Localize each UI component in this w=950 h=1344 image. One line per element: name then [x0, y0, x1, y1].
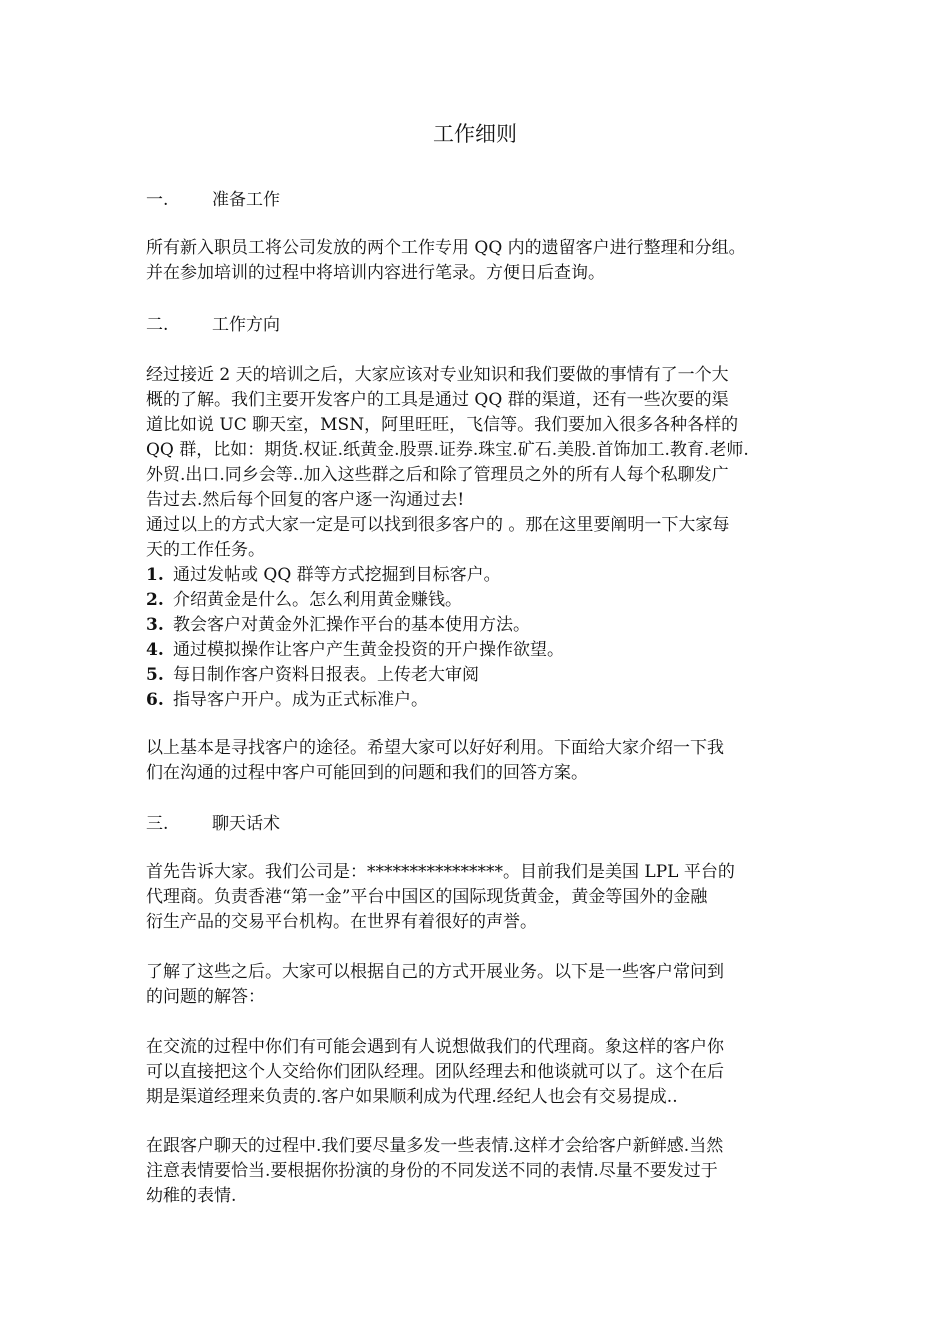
text-line: 代理商。负责香港“第一金”平台中国区的国际现货黄金，黄金等国外的金融 [146, 887, 708, 907]
list-item [146, 588, 810, 613]
list-text: 教会客户对黄金外汇操作平台的基本使用方法。 [173, 615, 530, 635]
list-number: 5. [146, 665, 164, 685]
list-number: 3. [146, 615, 164, 635]
section-number: 三. [146, 814, 169, 834]
section-title: 准备工作 [212, 190, 280, 210]
section-heading-3 [146, 812, 280, 836]
paragraph [146, 1134, 810, 1209]
document-title: 工作细则 [433, 122, 517, 146]
text-line: 并在参加培训的过程中将培训内容进行笔录。方便日后查询。 [146, 263, 605, 283]
text-line: 幼稚的表情. [146, 1186, 237, 1206]
text-line: 所有新入职员工将公司发放的两个工作专用 QQ 内的遗留客户进行整理和分组。 [146, 238, 746, 258]
paragraph [146, 1035, 810, 1110]
text-line: 的问题的解答： [146, 987, 265, 1007]
section-number: 一. [146, 190, 169, 210]
section-heading-1 [146, 188, 280, 212]
list-number: 2. [146, 590, 164, 610]
text-line: 们在沟通的过程中客户可能回到的问题和我们的回答方案。 [146, 763, 588, 783]
text-line: QQ 群，比如：期货.权证.纸黄金.股票.证券.珠宝.矿石.美股.首饰加工.教育.老师. [146, 440, 749, 460]
text-line: 以上基本是寻找客户的途径。希望大家可以好好利用。下面给大家介绍一下我 [146, 738, 724, 758]
list-text: 介绍黄金是什么。怎么利用黄金赚钱。 [173, 590, 462, 610]
task-list [146, 563, 810, 713]
section-heading-2 [146, 313, 280, 337]
list-item [146, 663, 810, 688]
list-item [146, 613, 810, 638]
list-number: 6. [146, 690, 164, 710]
text-line: 外贸.出口.同乡会等..加入这些群之后和除了管理员之外的所有人每个私聊发广 [146, 465, 729, 485]
paragraph [146, 960, 810, 1010]
list-text: 指导客户开户。成为正式标准户。 [173, 690, 428, 710]
list-item [146, 688, 810, 713]
paragraph [146, 363, 810, 563]
text-line: 通过以上的方式大家一定是可以找到很多客户的 。那在这里要阐明一下大家每 [146, 515, 730, 535]
paragraph [146, 860, 810, 935]
text-line: 可以直接把这个人交给你们团队经理。团队经理去和他谈就可以了。这个在后 [146, 1062, 724, 1082]
text-line: 了解了这些之后。大家可以根据自己的方式开展业务。以下是一些客户常问到 [146, 962, 724, 982]
text-line: 概的了解。我们主要开发客户的工具是通过 QQ 群的渠道，还有一些次要的渠 [146, 390, 729, 410]
text-line: 期是渠道经理来负责的.客户如果顺利成为代理.经纪人也会有交易提成.. [146, 1087, 678, 1107]
list-number: 4. [146, 640, 164, 660]
text-line: 经过接近 2 天的培训之后，大家应该对专业知识和我们要做的事情有了一个大 [146, 365, 729, 385]
text-line: 告过去.然后每个回复的客户逐一沟通过去! [146, 490, 465, 510]
list-number: 1. [146, 565, 164, 585]
list-text: 通过模拟操作让客户产生黄金投资的开户操作欲望。 [173, 640, 564, 660]
text-line: 在交流的过程中你们有可能会遇到有人说想做我们的代理商。象这样的客户你 [146, 1037, 724, 1057]
paragraph [146, 236, 810, 286]
paragraph [146, 736, 810, 786]
list-item [146, 638, 810, 663]
text-line: 天的工作任务。 [146, 540, 265, 560]
section-title: 工作方向 [212, 315, 280, 335]
section-title: 聊天话术 [212, 814, 280, 834]
list-text: 通过发帖或 QQ 群等方式挖掘到目标客户。 [173, 565, 501, 585]
text-line: 道比如说 UC 聊天室，MSN，阿里旺旺，飞信等。我们要加入很多各种各样的 [146, 415, 739, 435]
list-text: 每日制作客户资料日报表。上传老大审阅 [173, 665, 479, 685]
text-line: 首先告诉大家。我们公司是：****************。目前我们是美国 LPL 平台的 [146, 862, 735, 882]
list-item [146, 563, 810, 588]
text-line: 在跟客户聊天的过程中.我们要尽量多发一些表情.这样才会给客户新鲜感.当然 [146, 1136, 724, 1156]
text-line: 注意表情要恰当.要根据你扮演的身份的不同发送不同的表情.尽量不要发过于 [146, 1161, 718, 1181]
text-line: 衍生产品的交易平台机构。在世界有着很好的声誉。 [146, 912, 537, 932]
section-number: 二. [146, 315, 169, 335]
